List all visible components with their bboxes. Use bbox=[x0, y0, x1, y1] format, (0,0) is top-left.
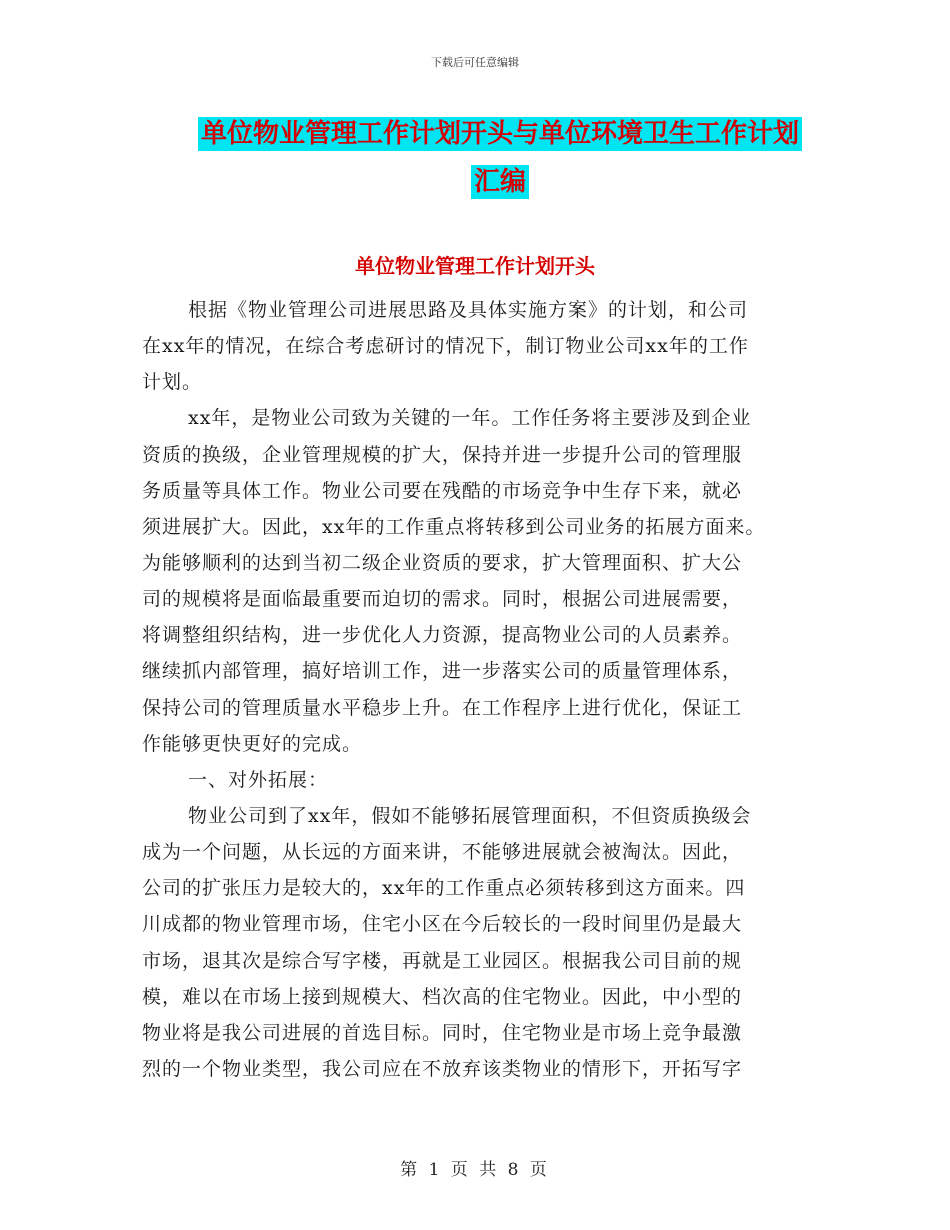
body-line: 一、对外拓展： bbox=[188, 768, 329, 791]
body-line: 市场，退其次是综合写字楼，再就是工业园区。根据我公司目前的规 bbox=[142, 949, 743, 972]
header-note: 下载后可任意编辑 bbox=[431, 56, 519, 69]
body-line: 继续抓内部管理，搞好培训工作，进一步落实公司的质量管理体系， bbox=[142, 660, 743, 683]
body-line: 模，难以在市场上接到规模大、档次高的住宅物业。因此，中小型的 bbox=[142, 985, 743, 1008]
body-line: 保持公司的管理质量水平稳步上升。在工作程序上进行优化，保证工 bbox=[142, 696, 743, 719]
document-title-text: 单位物业管理工作计划开头与单位环境卫生工作计划汇编 bbox=[198, 117, 802, 199]
body-line: 资质的换级，企业管理规模的扩大，保持并进一步提升公司的管理服 bbox=[142, 443, 743, 466]
body-line: xx年，是物业公司致为关键的一年。工作任务将主要涉及到企业 bbox=[188, 407, 752, 430]
body-line: 物业将是我公司进展的首选目标。同时，住宅物业是市场上竞争最激 bbox=[142, 1021, 743, 1044]
body-line: 烈的一个物业类型，我公司应在不放弃该类物业的情形下，开拓写字 bbox=[142, 1057, 743, 1080]
body-line: 须进展扩大。因此，xx年的工作重点将转移到公司业务的拓展方面来。 bbox=[142, 515, 766, 538]
body-line: 为能够顺利的达到当初二级企业资质的要求，扩大管理面积、扩大公 bbox=[142, 551, 743, 574]
body-line: 川成都的物业管理市场，住宅小区在今后较长的一段时间里仍是最大 bbox=[142, 913, 743, 936]
section-title: 单位物业管理工作计划开头 bbox=[355, 254, 595, 278]
body-line: 成为一个问题，从长远的方面来讲，不能够进展就会被淘汰。因此， bbox=[142, 841, 743, 864]
body-line: 司的规模将是面临最重要而迫切的需求。同时，根据公司进展需要， bbox=[142, 588, 743, 611]
body-line: 作能够更快更好的完成。 bbox=[142, 732, 363, 755]
document-title bbox=[190, 110, 810, 206]
page-footer: 第 1 页 共 8 页 bbox=[400, 1160, 550, 1180]
body-line: 物业公司到了xx年，假如不能够拓展管理面积，不但资质换级会 bbox=[188, 804, 752, 827]
body-text bbox=[142, 292, 822, 1087]
body-line: 将调整组织结构，进一步优化人力资源，提高物业公司的人员素养。 bbox=[142, 624, 743, 647]
body-line: 务质量等具体工作。物业公司要在残酷的市场竞争中生存下来，就必 bbox=[142, 479, 743, 502]
body-line: 计划。 bbox=[142, 371, 203, 394]
body-line: 公司的扩张压力是较大的，xx年的工作重点必须转移到这方面来。四 bbox=[142, 877, 746, 900]
body-line: 根据《物业管理公司进展思路及具体实施方案》的计划，和公司 bbox=[188, 299, 749, 321]
body-line: 在xx年的情况，在综合考虑研讨的情况下，制订物业公司xx年的工作 bbox=[142, 335, 749, 358]
